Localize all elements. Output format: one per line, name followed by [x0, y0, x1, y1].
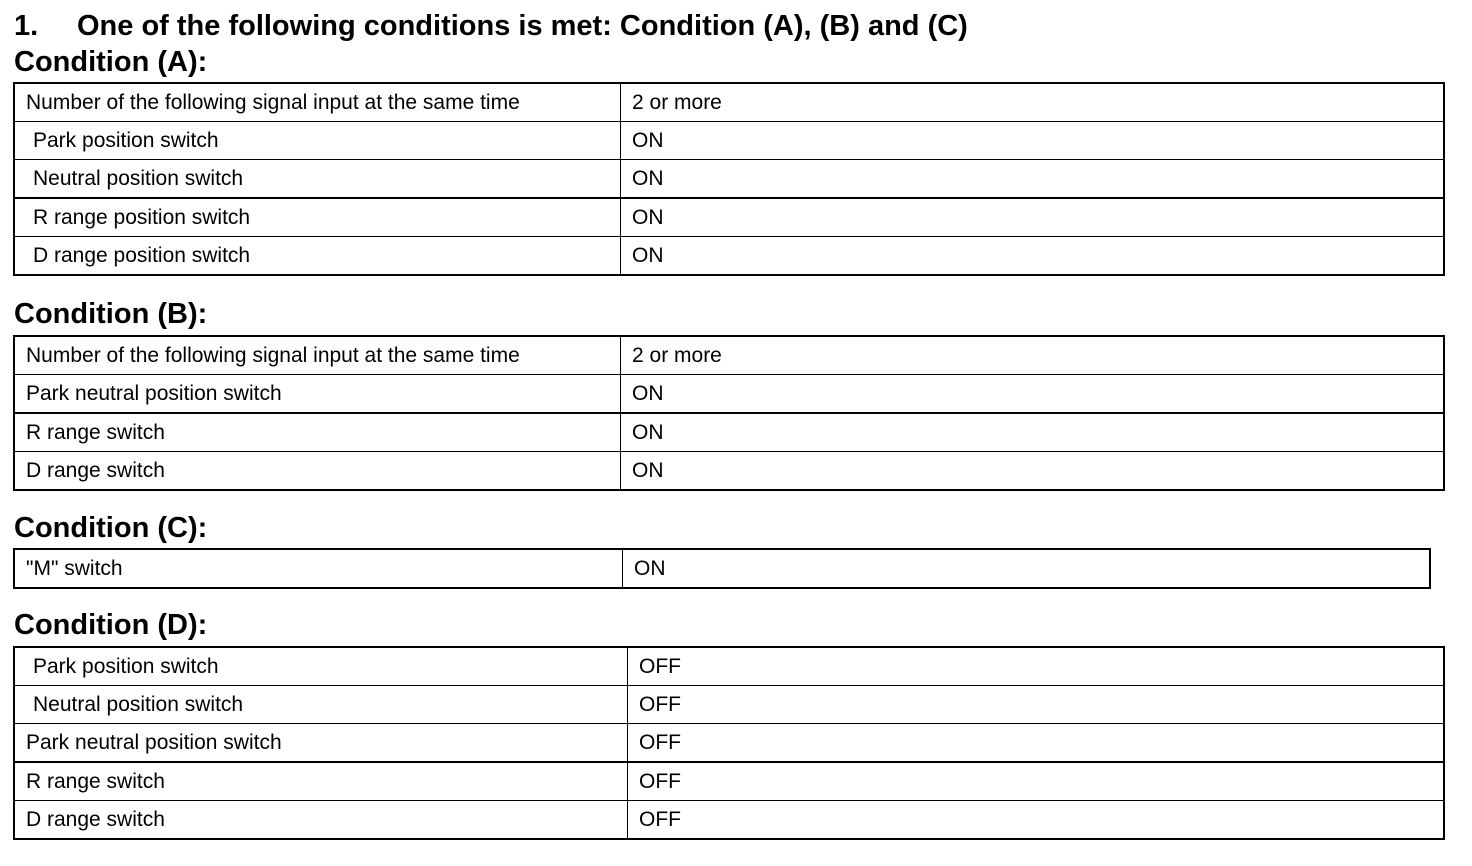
value-cell: OFF: [628, 686, 1445, 724]
table-row: [14, 336, 1444, 375]
value-cell: ON: [621, 375, 1445, 414]
value-cell: 2 or more: [621, 83, 1445, 122]
table-row: [14, 122, 1444, 160]
item-cell: D range position switch: [14, 237, 621, 276]
table-row: [14, 237, 1444, 276]
item-cell: R range switch: [14, 413, 621, 452]
value-cell: ON: [621, 122, 1445, 160]
value-cell: 2 or more: [621, 336, 1445, 375]
value-cell: ON: [621, 160, 1445, 199]
condition-b-table: [13, 335, 1445, 491]
table-row: [14, 801, 1444, 840]
item-cell: R range switch: [14, 762, 628, 801]
item-cell: "M" switch: [14, 549, 623, 588]
value-cell: ON: [621, 198, 1445, 237]
heading-number: 1.: [14, 10, 39, 42]
table-row: [14, 452, 1444, 491]
table-row: [14, 413, 1444, 452]
item-cell: Park neutral position switch: [14, 724, 628, 763]
value-cell: OFF: [628, 724, 1445, 763]
table-row: [14, 647, 1444, 686]
item-cell: Park position switch: [14, 647, 628, 686]
table-row: [14, 762, 1444, 801]
item-cell: Neutral position switch: [14, 160, 621, 199]
item-cell: R range position switch: [14, 198, 621, 237]
table-row: [14, 724, 1444, 763]
value-cell: ON: [621, 452, 1445, 491]
value-cell: ON: [623, 549, 1431, 588]
table-row: [14, 198, 1444, 237]
condition-c-title: Condition (C):: [14, 512, 208, 544]
condition-a-table: [13, 82, 1445, 276]
condition-d-title: Condition (D):: [14, 609, 208, 641]
value-cell: ON: [621, 237, 1445, 276]
condition-a-title: Condition (A):: [14, 46, 208, 78]
item-cell: D range switch: [14, 452, 621, 491]
table-row: [14, 549, 1430, 588]
item-cell: Park neutral position switch: [14, 375, 621, 414]
item-cell: Neutral position switch: [14, 686, 628, 724]
table-row: [14, 160, 1444, 199]
condition-b-title: Condition (B):: [14, 298, 208, 330]
item-cell: Number of the following signal input at the same time: [14, 83, 621, 122]
value-cell: ON: [621, 413, 1445, 452]
table-row: [14, 686, 1444, 724]
value-cell: OFF: [628, 647, 1445, 686]
heading-text: One of the following conditions is met: Condition (A), (B) and (C): [77, 10, 968, 42]
value-cell: OFF: [628, 762, 1445, 801]
item-cell: Park position switch: [14, 122, 621, 160]
item-cell: Number of the following signal input at the same time: [14, 336, 621, 375]
item-cell: D range switch: [14, 801, 628, 840]
main-heading: [14, 9, 968, 43]
condition-d-table: [13, 646, 1445, 840]
value-cell: OFF: [628, 801, 1445, 840]
condition-c-table: [13, 548, 1431, 589]
table-row: [14, 375, 1444, 414]
table-row: [14, 83, 1444, 122]
